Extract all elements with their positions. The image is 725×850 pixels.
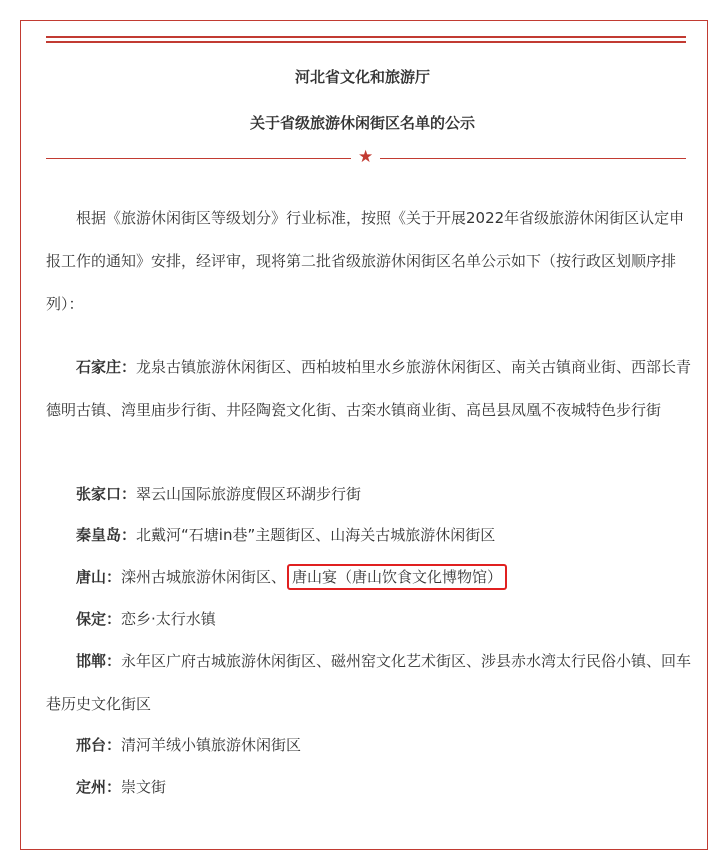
entry-handan: [46, 640, 694, 726]
city-label: 保定：: [76, 610, 122, 628]
star-divider: [46, 147, 686, 168]
divider-line-left: [46, 158, 351, 159]
notice-title: 关于省级旅游休闲街区名单的公示: [249, 114, 475, 132]
entry-tangshan: [46, 556, 694, 599]
district-list: 龙泉古镇旅游休闲街区、西柏坡柏里水乡旅游休闲街区、南关古镇商业街、西部长青德明古镇、湾里庙步行街、井陉陶瓷文化街、古栾水镇商业街、高邑县凤凰不夜城特色步行街: [46, 358, 692, 419]
issuer-title: 河北省文化和旅游厅: [294, 68, 430, 86]
district-list: 恋乡·太行水镇: [121, 610, 216, 628]
district-list: 崇文街: [121, 778, 167, 796]
header-rule-top: [46, 36, 686, 38]
district-list: 清河羊绒小镇旅游休闲街区: [121, 736, 302, 754]
city-label: 石家庄：: [76, 358, 137, 376]
entry-xingtai: [46, 724, 694, 767]
district-list: 永年区广府古城旅游休闲街区、磁州窑文化艺术街区、涉县赤水湾太行民俗小镇、回车巷历史文化街区: [46, 652, 692, 713]
star-icon: ★: [358, 147, 374, 167]
city-label: 秦皇岛：: [76, 526, 137, 544]
district-list: 翠云山国际旅游度假区环湖步行街: [136, 485, 362, 503]
city-label: 张家口：: [76, 485, 137, 503]
city-label: 邯郸：: [76, 652, 122, 670]
city-label: 邢台：: [76, 736, 122, 754]
city-label: 唐山：: [76, 568, 122, 586]
entry-qinhuangdao: [46, 514, 694, 557]
entry-zhangjiakou: [46, 473, 694, 516]
header-rule-bottom: [46, 41, 686, 43]
entry-dingzhou: [46, 766, 694, 809]
district-list: 北戴河“石塘in巷”主题街区、山海关古城旅游休闲街区: [136, 526, 496, 544]
city-label: 定州：: [76, 778, 122, 796]
entry-shijiazhuang: [46, 346, 694, 432]
intro-paragraph: 根据《旅游休闲街区等级划分》行业标准，按照《关于开展2022年省级旅游休闲街区认定申报工作的通知》安排，经评审，现将第二批省级旅游休闲街区名单公示如下（按行政区划顺序排列）：: [46, 209, 685, 313]
divider-line-right: [380, 158, 686, 159]
highlighted-district: 唐山宴（唐山饮食文化博物馆）: [287, 564, 507, 590]
district-list: 滦州古城旅游休闲街区、: [121, 568, 287, 586]
entry-baoding: [46, 598, 694, 641]
